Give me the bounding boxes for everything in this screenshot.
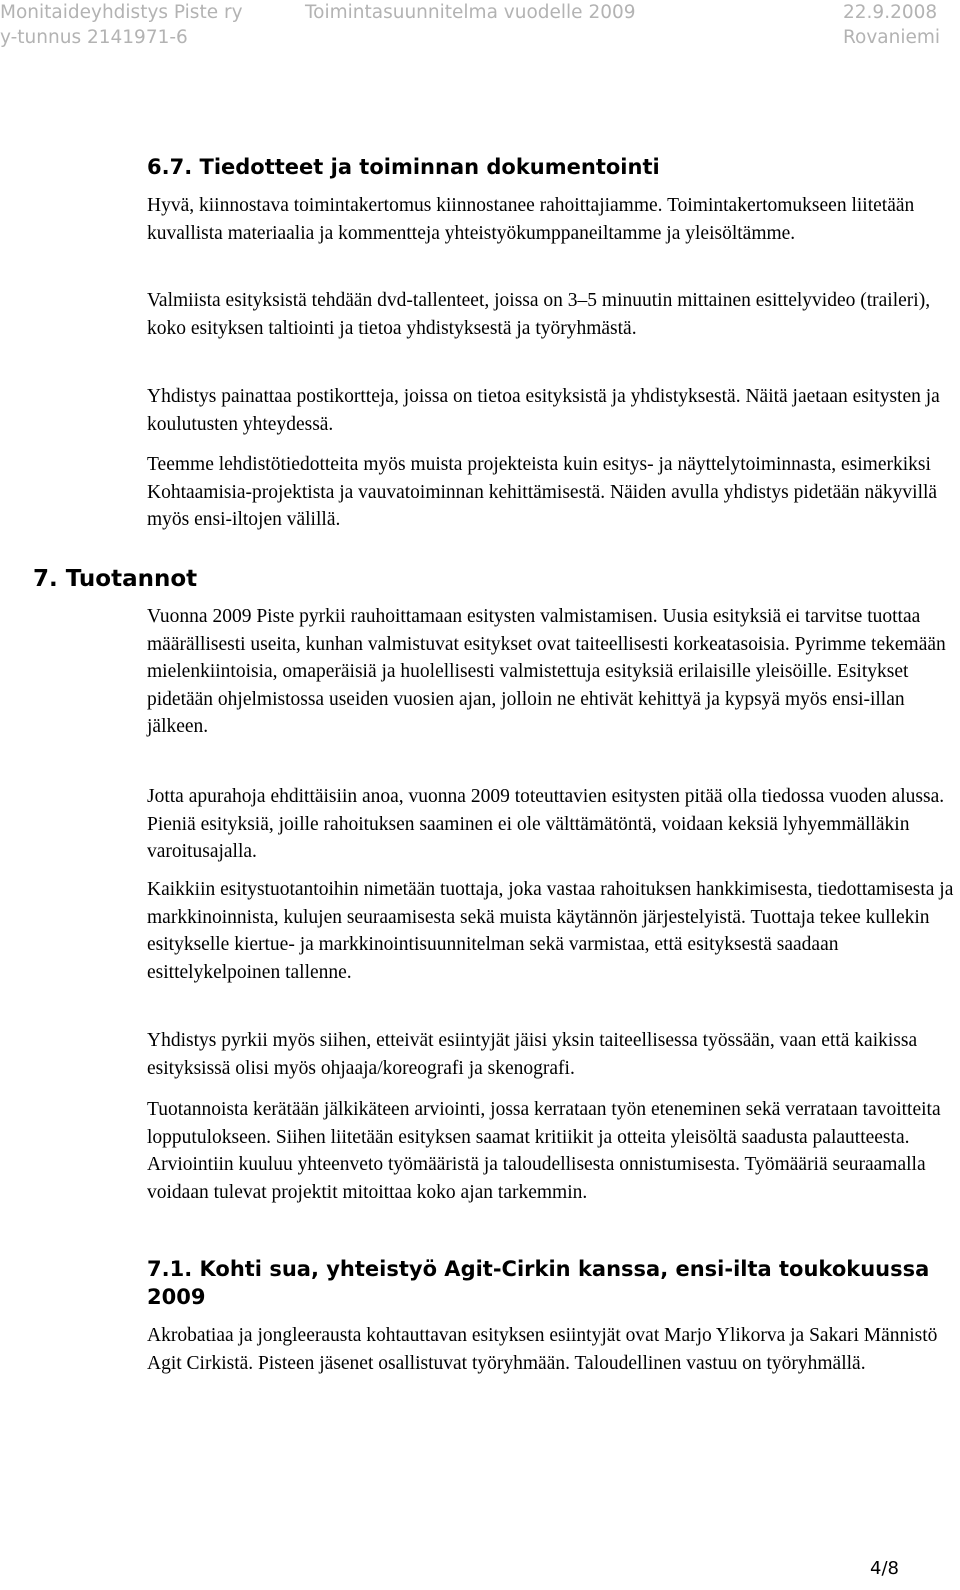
paragraph: Yhdistys pyrkii myös siihen, etteivät esiintyjät jäisi yksin taiteellisessa työssään, vaan että kaikissa esityksissä olisi myös ohjaaja/koreografi ja skenografi. [147, 1030, 918, 1079]
business-id: y-tunnus 2141971-6 [0, 27, 188, 48]
section-heading-6-7: 6.7. Tiedotteet ja toiminnan dokumentointi [147, 155, 660, 179]
page-number: 4/8 [870, 1558, 899, 1579]
paragraph: Teemme lehdistötiedotteita myös muista projekteista kuin esitys- ja näyttelytoiminnasta, esimerkiksi Kohtaamisia-projektista ja vauvatoiminnan kehittämisestä. Näiden avulla yhdistys pidetään näkyvillä myös ensi-iltojen välillä. [147, 454, 938, 530]
page-header [0, 0, 960, 50]
paragraph: Tuotannoista kerätään jälkikäteen arviointi, jossa kerrataan työn eteneminen sekä verrataan tavoitteita lopputulokseen. Siihen liitetään esityksen saamat kritiikit ja otteita yleisöltä saadusta palautteesta. Arviointiin kuuluu yhteenveto työmääristä ja taloudellisesta onnistumisesta. Työmääriä seuraamalla voidaan tulevat projektit mitoittaa koko ajan tarkemmin. [147, 1099, 941, 1203]
paragraph: Vuonna 2009 Piste pyrkii rauhoittamaan esitysten valmistamisen. Uusia esityksiä ei tarvitse tuottaa määrällisesti useita, kunhan valmistuvat esitykset ovat taiteellisesti korkeatasoisia. Pyrimme tekemään mielenkiintoisia, omaperäisiä ja huolellisesti valmistettuja esityksiä erilaisille yleisöille. Esitykset pidetään ohjelmistossa useiden vuosien ajan, jolloin ne ehtivät kehittyä ja kypsyä myös ensi-illan jälkeen. [147, 606, 946, 737]
paragraph: Jotta apurahoja ehdittäisiin anoa, vuonna 2009 toteuttavien esitysten pitää olla tiedossa vuoden alussa. Pieniä esityksiä, joille rahoituksen saaminen ei ole välttämätöntä, voidaan keksiä lyhyemmälläkin varoitusajalla. [147, 786, 945, 862]
paragraph: Akrobatiaa ja jongleerausta kohtauttavan esityksen esiintyjät ovat Marjo Ylikorva ja Sakari Männistö Agit Cirkistä. Pisteen jäsenet osallistuvat työryhmään. Taloudellinen vastuu on työryhmällä. [147, 1325, 938, 1374]
section-heading-7-1: 7.1. Kohti sua, yhteistyö Agit-Cirkin kanssa, ensi-ilta toukokuussa 2009 [147, 1257, 930, 1309]
document-date: 22.9.2008 [843, 2, 938, 23]
paragraph: Kaikkiin esitystuotantoihin nimetään tuottaja, joka vastaa rahoituksen hankkimisesta, tiedottamisesta ja markkinoinnista, kulujen seuraamisesta sekä muista käytännön järjestelyistä. Tuottaja tekee kullekin esitykselle kiertue- ja markkinointisuunnitelman sekä varmistaa, että esityksestä saadaan esittelykelpoinen tallenne. [147, 879, 954, 983]
document-place: Rovaniemi [843, 27, 941, 48]
paragraph: Hyvä, kiinnostava toimintakertomus kiinnostanee rahoittajiamme. Toimintakertomukseen liitetään kuvallista materiaalia ja kommentteja yhteistyökumppaneiltamme ja yleisöltämme. [147, 195, 915, 244]
paragraph: Yhdistys painattaa postikortteja, joissa on tietoa esityksistä ja yhdistyksestä. Näitä jaetaan esitysten ja koulutusten yhteydessä. [147, 386, 940, 435]
document-title: Toimintasuunnitelma vuodelle 2009 [305, 2, 636, 23]
paragraph: Valmiista esityksistä tehdään dvd-tallenteet, joissa on 3–5 minuutin mittainen esittelyvideo (traileri), koko esityksen taltiointi ja tietoa yhdistyksestä ja työryhmästä. [147, 290, 931, 339]
org-name: Monitaideyhdistys Piste ry [0, 2, 243, 23]
section-heading-7: 7. Tuotannot [33, 566, 198, 592]
